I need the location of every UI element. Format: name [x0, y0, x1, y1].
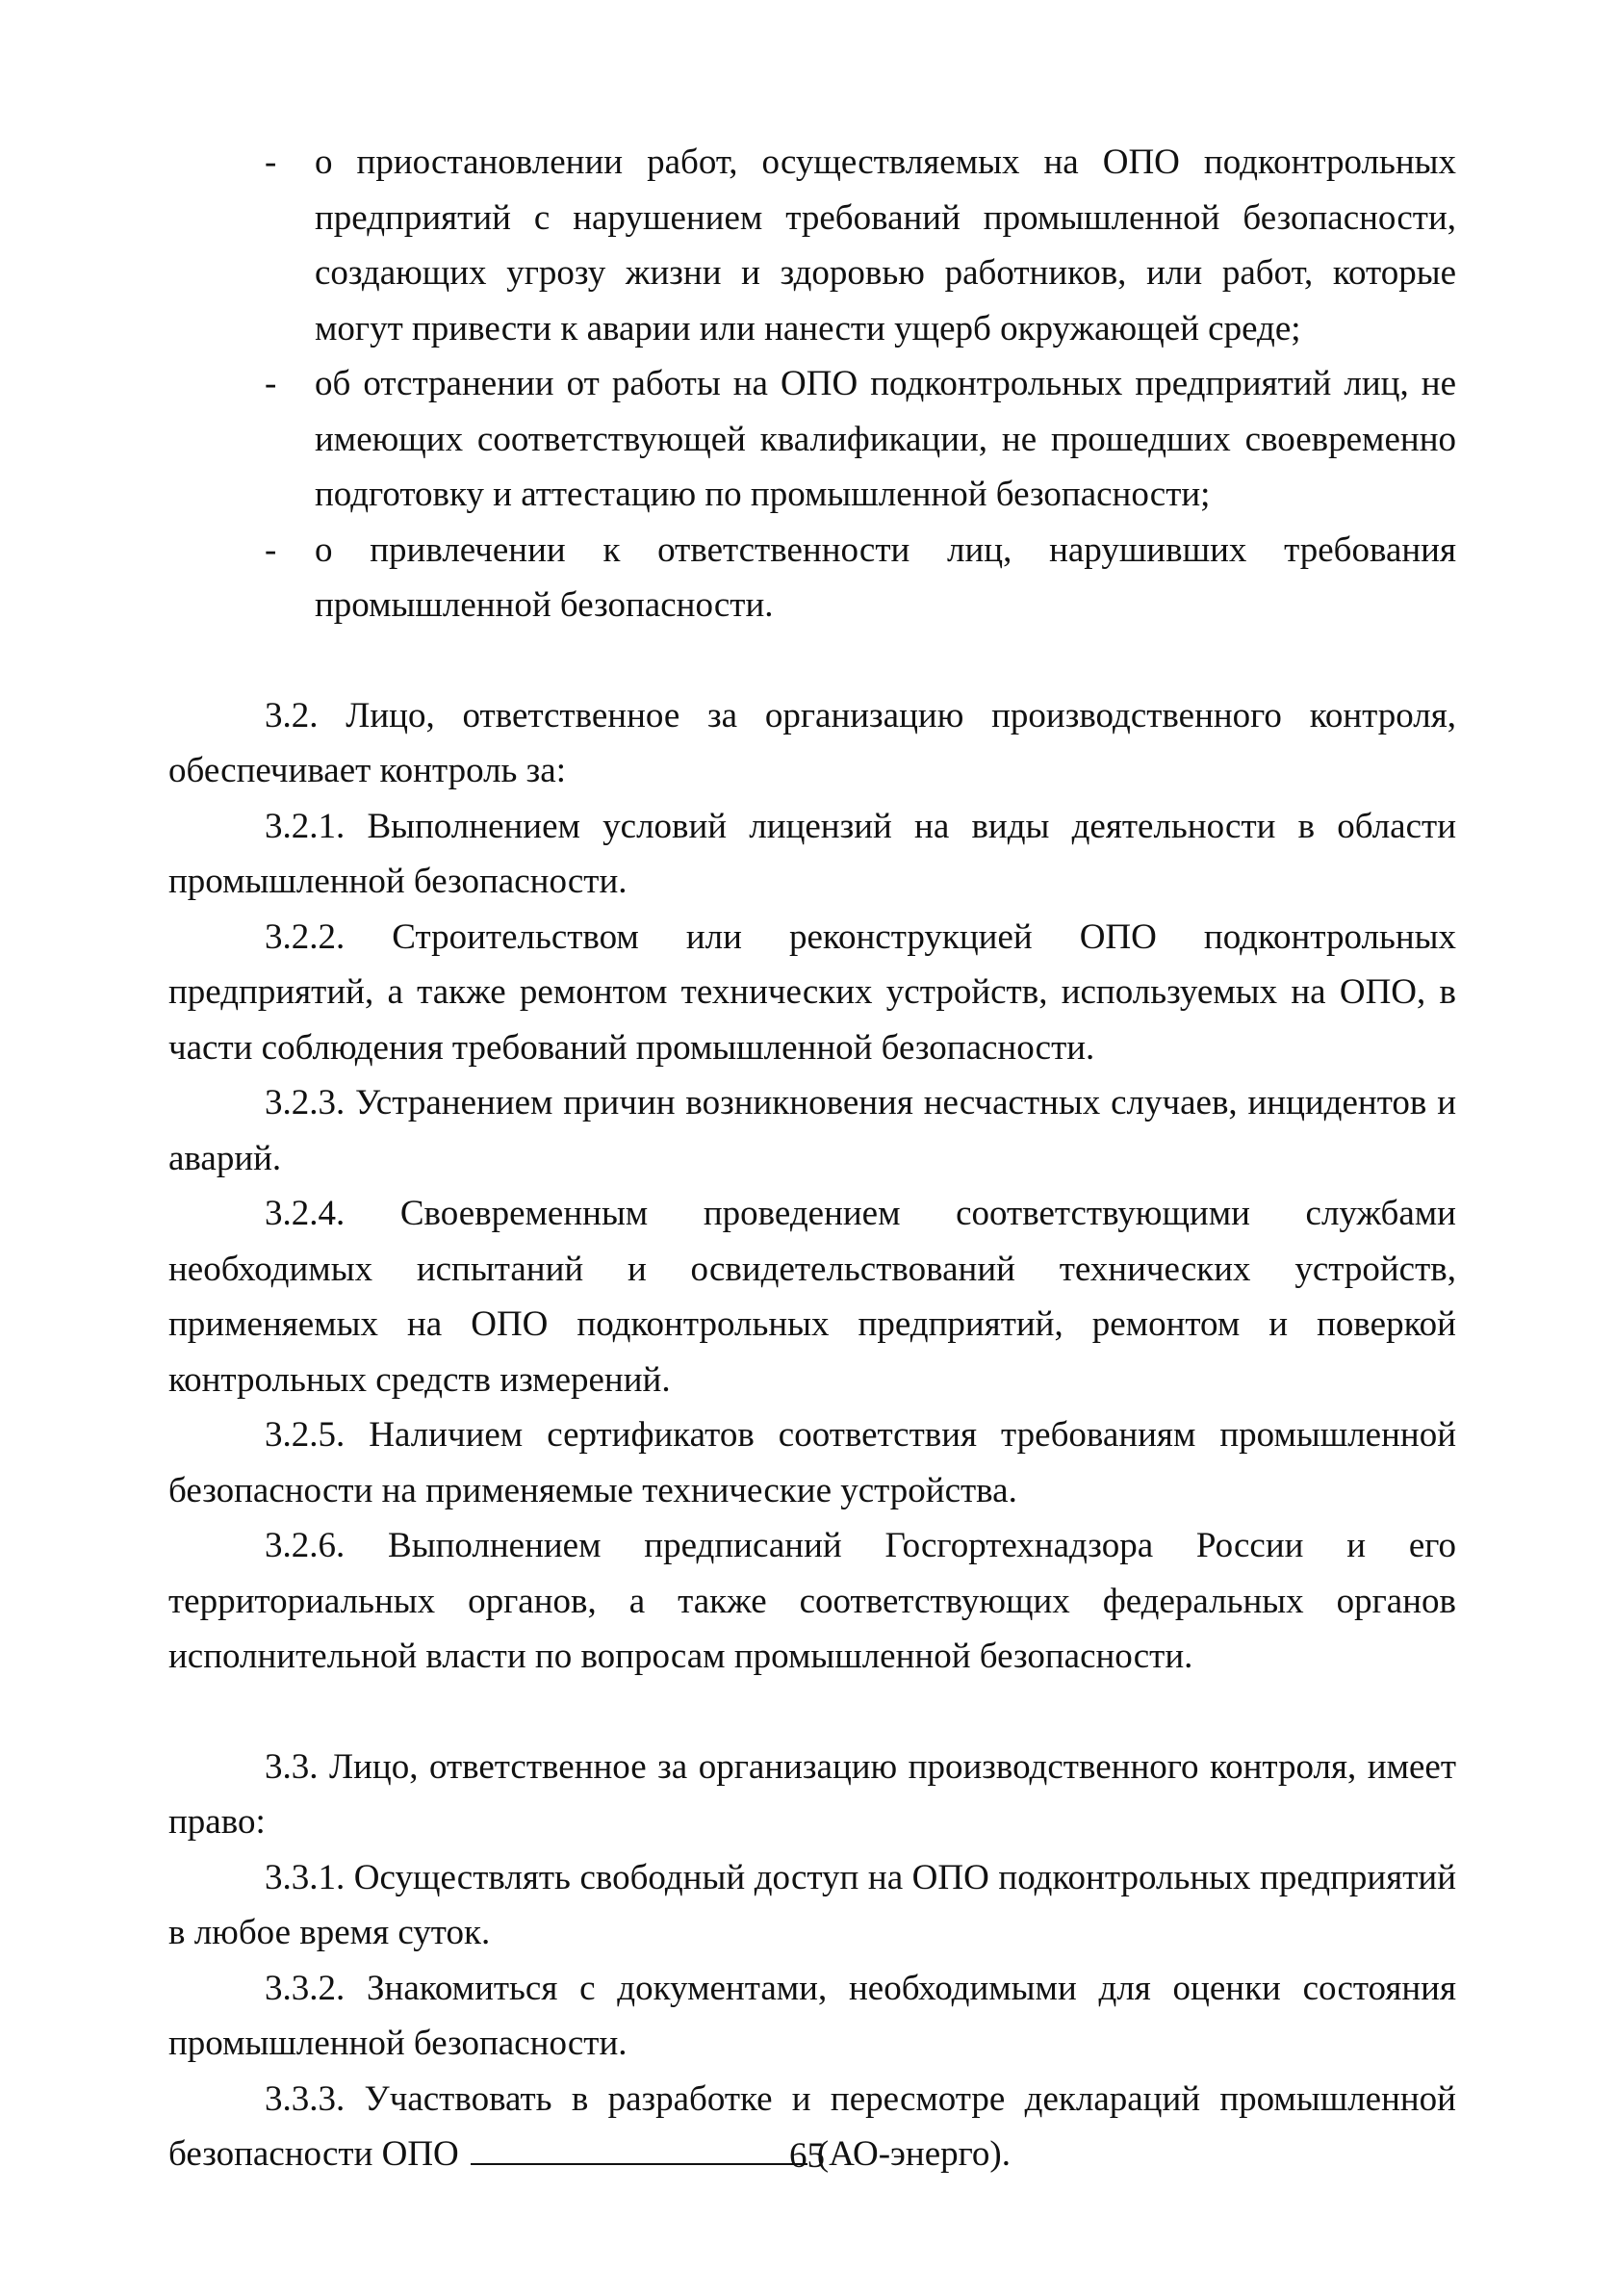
- section-3-3-1: 3.3.1. Осуществлять свободный доступ на ОПО подконтрольных предприятий в любое время суток.: [168, 1857, 1456, 1952]
- bullet-dash: -: [265, 364, 277, 403]
- bullet-item: [168, 523, 1456, 633]
- bullet-text: о приостановлении работ, осуществляемых на ОПО подконтрольных предприятий с нарушением требований промышленной безопасности, создающих угрозу жизни и здоровью работников, или работ, которые могут привести к аварии или нанести ущерб окружающей среде;: [315, 142, 1456, 348]
- spacer: [168, 633, 1456, 688]
- page-number: 65: [789, 2136, 825, 2176]
- section-3-2-4: 3.2.4. Своевременным проведением соответствующими службами необходимых испытаний и освидетельствований технических устройств, применяемых на ОПО подконтрольных предприятий, ремонтом и поверкой контрольных средств измерений.: [168, 1194, 1456, 1400]
- section-3-2-2: 3.2.2. Строительством или реконструкцией ОПО подконтрольных предприятий, а также ремонтом технических устройств, используемых на ОПО, в части соблюдения требований промышленной безопасности.: [168, 916, 1456, 1068]
- bullet-text: о привлечении к ответственности лиц, нарушивших требования промышленной безопасности.: [315, 529, 1456, 625]
- bullet-item: [168, 135, 1456, 356]
- section-3-2-1: 3.2.1. Выполнением условий лицензий на виды деятельности в области промышленной безопасности.: [168, 806, 1456, 901]
- bullet-item: [168, 356, 1456, 523]
- section-3-2-6: 3.2.6. Выполнением предписаний Госгортехнадзора России и его территориальных органов, а также соответствующих федеральных органов исполнительной власти по вопросам промышленной безопасности.: [168, 1526, 1456, 1676]
- section-3-2-5: 3.2.5. Наличием сертификатов соответствия требованиям промышленной безопасности на применяемые технические устройства.: [168, 1415, 1456, 1510]
- spacer: [168, 1685, 1456, 1740]
- bullet-text: об отстранении от работы на ОПО подконтрольных предприятий лиц, не имеющих соответствующей квалификации, не прошедших своевременно подготовку и аттестацию по промышленной безопасности;: [315, 364, 1456, 514]
- section-3-3-3-end: (АО-энерго).: [816, 2134, 1011, 2174]
- section-3-3-2: 3.3.2. Знакомиться с документами, необходимыми для оценки состояния промышленной безопасности.: [168, 1968, 1456, 2063]
- body-text: [168, 135, 1456, 2182]
- bullet-dash: -: [265, 529, 277, 570]
- bullet-dash: -: [265, 142, 277, 182]
- section-3-3-3-start: 3.3.3. Участвовать в разработке и пересмотре деклараций промышленной безопасности ОПО: [168, 2078, 1456, 2174]
- section-3-3-heading: 3.3. Лицо, ответственное за организацию производственного контроля, имеет право:: [168, 1746, 1456, 1842]
- section-3-2-3: 3.2.3. Устранением причин возникновения несчастных случаев, инцидентов и аварий.: [168, 1083, 1456, 1178]
- section-3-2-heading: 3.2. Лицо, ответственное за организацию производственного контроля, обеспечивает контроль за:: [168, 695, 1456, 790]
